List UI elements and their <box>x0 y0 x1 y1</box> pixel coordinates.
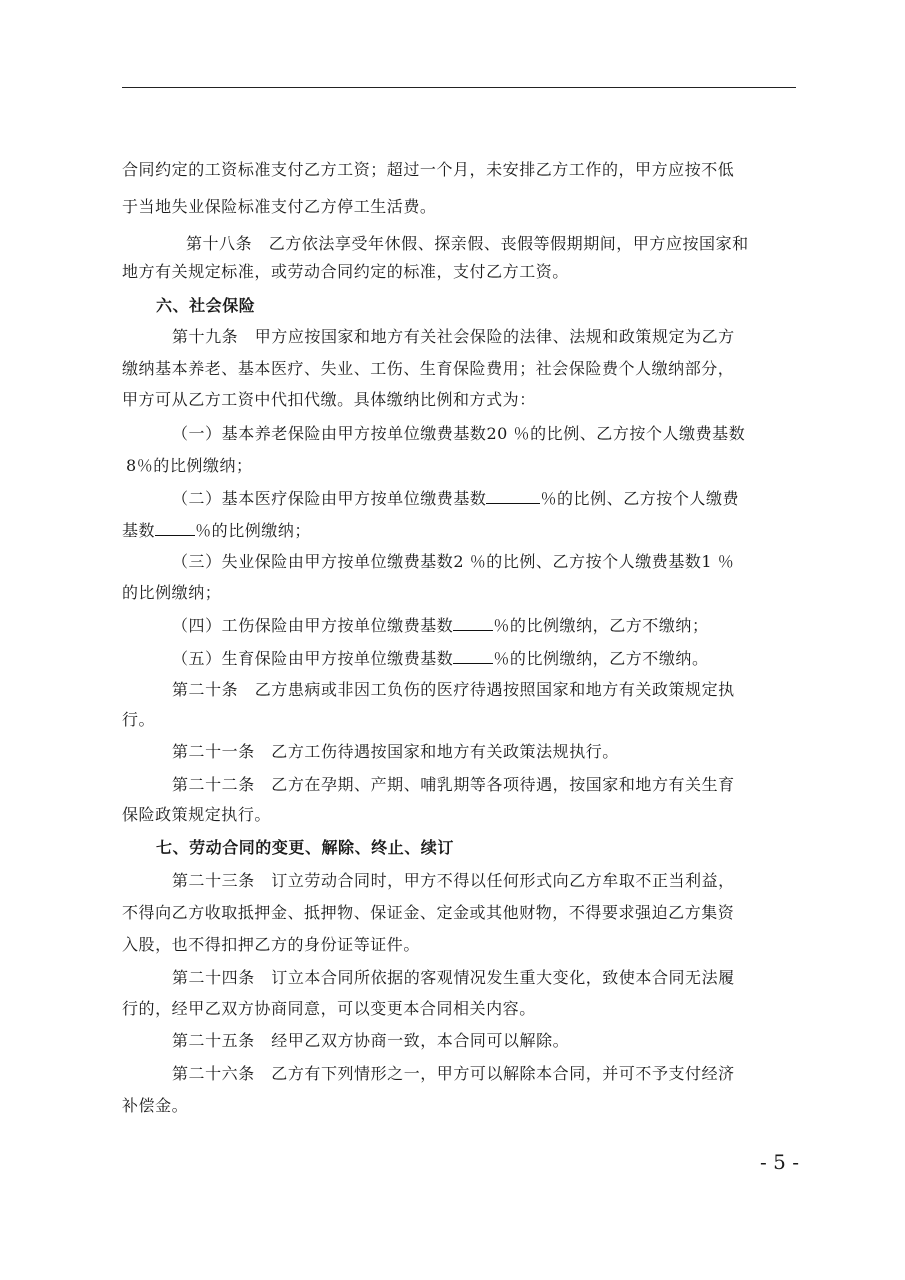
text-line: 入股，也不得扣押乙方的身份证等证件。 <box>122 935 420 954</box>
text-line: 补偿金。 <box>122 1096 189 1115</box>
text-line: 甲方可从乙方工资中代扣代缴。具体缴纳比例和方式为： <box>122 390 536 409</box>
text-line: 行的，经甲乙双方协商同意，可以变更本合同相关内容。 <box>122 999 536 1018</box>
article-20: 第二十条 乙方患病或非因工负伤的医疗待遇按照国家和地方有关政策规定执 <box>172 680 735 699</box>
text-line: 保险政策规定执行。 <box>122 805 271 824</box>
clause-pension: （一）基本养老保险由甲方按单位缴费基数20 ％的比例、乙方按个人缴费基数 <box>172 424 746 443</box>
text-line: 于当地失业保险标准支付乙方停工生活费。 <box>122 197 437 216</box>
clause-text: （四）工伤保险由甲方按单位缴费基数 <box>172 616 454 635</box>
fill-in-blank <box>155 520 195 536</box>
clause-work-injury <box>172 615 709 636</box>
clause-text: ％的比例缴纳，乙方不缴纳。 <box>493 649 709 668</box>
clause-text: 基数 <box>122 521 156 540</box>
article-18: 第十八条 乙方依法享受年休假、探亲假、丧假等假期期间，甲方应按国家和 <box>186 234 749 253</box>
text-line: 的比例缴纳； <box>122 583 222 602</box>
clause-text: ％的比例、乙方按个人缴费 <box>540 489 740 508</box>
text-line: 缴纳基本养老、基本医疗、失业、工伤、生育保险费用；社会保险费个人缴纳部分， <box>122 359 735 378</box>
section-heading-contract-changes: 七、劳动合同的变更、解除、终止、续订 <box>156 838 454 857</box>
fill-in-blank <box>486 488 540 504</box>
clause-medical <box>172 488 739 509</box>
text-line <box>122 520 311 541</box>
text-line: 地方有关规定标准，或劳动合同约定的标准，支付乙方工资。 <box>122 262 569 281</box>
clause-unemployment: （三）失业保险由甲方按单位缴费基数2 ％的比例、乙方按个人缴费基数1 ％ <box>172 552 735 571</box>
section-heading-social-insurance: 六、社会保险 <box>156 296 256 315</box>
article-22: 第二十二条 乙方在孕期、产期、哺乳期等各项待遇，按国家和地方有关生育 <box>172 775 735 794</box>
clause-maternity <box>172 648 709 669</box>
fill-in-blank <box>453 648 493 664</box>
text-line: 行。 <box>122 710 156 729</box>
clause-text: ％的比例缴纳； <box>195 521 311 540</box>
text-line: 8％的比例缴纳； <box>126 456 253 475</box>
clause-text: （五）生育保险由甲方按单位缴费基数 <box>172 649 454 668</box>
article-23: 第二十三条 订立劳动合同时，甲方不得以任何形式向乙方牟取不正当利益， <box>172 871 735 890</box>
article-19: 第十九条 甲方应按国家和地方有关社会保险的法律、法规和政策规定为乙方 <box>172 327 735 346</box>
text-line: 不得向乙方收取抵押金、抵押物、保证金、定金或其他财物，不得要求强迫乙方集资 <box>122 903 735 922</box>
header-rule <box>122 87 796 88</box>
page-number: - 5 - <box>760 1150 799 1174</box>
article-25: 第二十五条 经甲乙双方协商一致，本合同可以解除。 <box>172 1031 570 1050</box>
clause-text: （二）基本医疗保险由甲方按单位缴费基数 <box>172 489 487 508</box>
fill-in-blank <box>453 615 493 631</box>
article-26: 第二十六条 乙方有下列情形之一，甲方可以解除本合同，并可不予支付经济 <box>172 1064 735 1083</box>
clause-text: ％的比例缴纳，乙方不缴纳； <box>493 616 709 635</box>
article-24: 第二十四条 订立本合同所依据的客观情况发生重大变化，致使本合同无法履 <box>172 968 735 987</box>
text-line: 合同约定的工资标准支付乙方工资；超过一个月，未安排乙方工作的，甲方应按不低 <box>122 160 735 179</box>
article-21: 第二十一条 乙方工伤待遇按国家和地方有关政策法规执行。 <box>172 742 619 761</box>
